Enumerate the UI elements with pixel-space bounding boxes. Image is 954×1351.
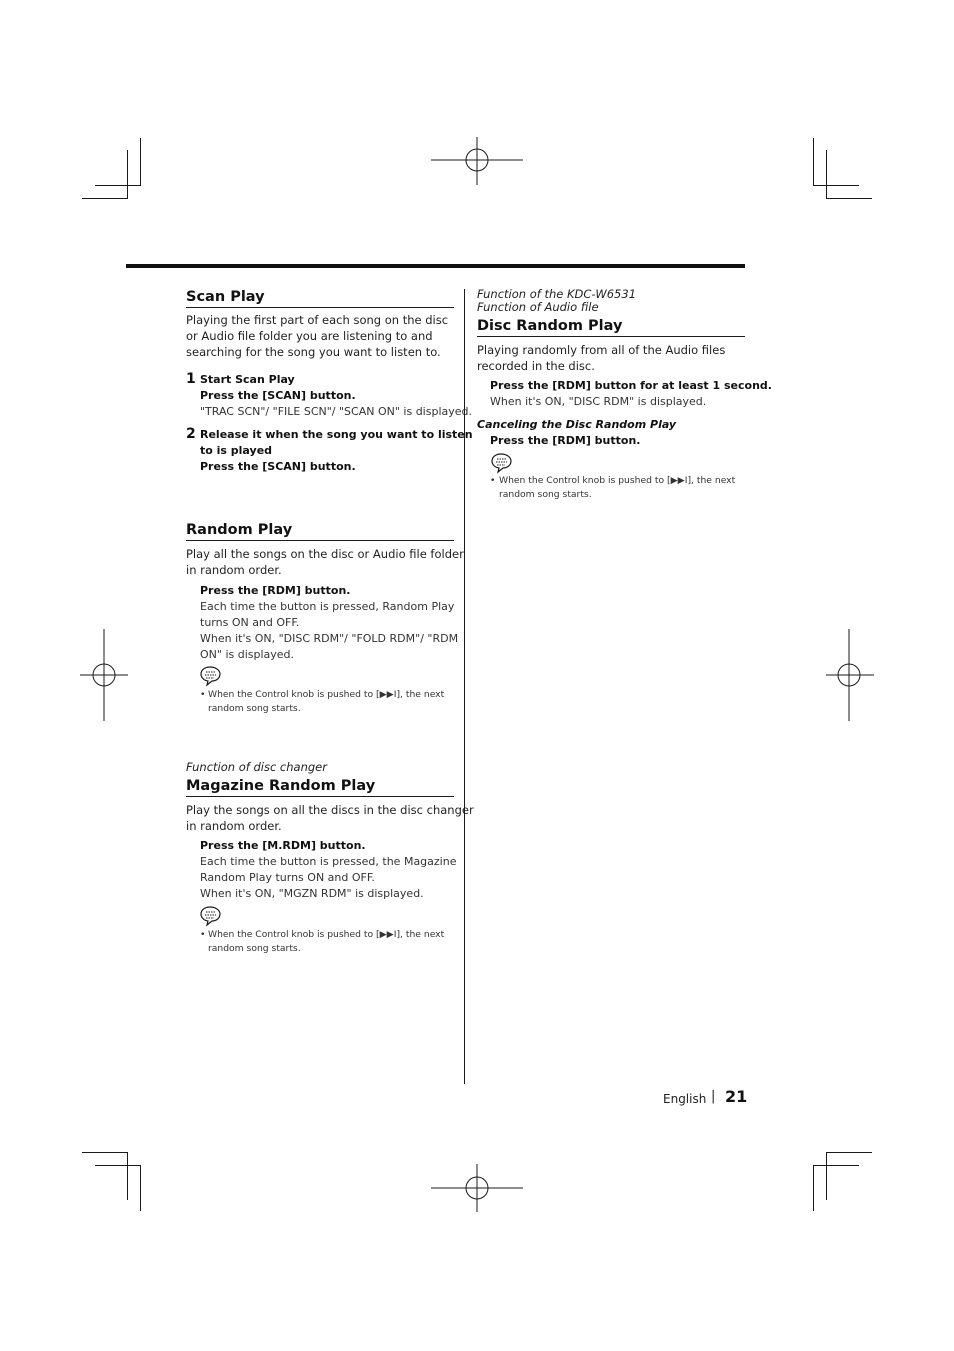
disc-random-description: Playing randomly from all of the Audio files recorded in the disc. [477,343,726,373]
crop-mark [813,138,814,186]
step-title: Start Scan Play [200,373,295,386]
crop-mark [82,198,128,199]
step-action: Press the [RDM] button for at least 1 second. [490,379,772,392]
section-rule [186,796,454,797]
crop-mark [826,1152,872,1153]
crop-mark [127,150,128,199]
registration-mark-left [80,629,128,721]
function-label: Function of Audio file [477,300,599,314]
step-action: Press the [M.RDM] button. [200,839,366,852]
magazine-random-instruction: Press the [M.RDM] button. Each time the button is pressed, the Magazine Random Play turns ON and OFF. When it's ON, "MGZN RDM" is displayed. [200,839,457,900]
cancel-action: Press the [RDM] button. [490,434,641,447]
crop-mark [140,138,141,186]
section-title-disc-random-play: Disc Random Play [477,318,623,334]
note-icon [199,905,225,927]
crop-mark [127,1152,128,1200]
note-icon [199,665,225,687]
random-play-description: Play all the songs on the disc or Audio file folder in random order. [186,547,464,577]
note-bullet: • [200,689,206,700]
footer-separator: | [711,1089,716,1104]
step-action: Press the [RDM] button. [200,584,351,597]
footer-language: English [663,1092,707,1106]
crop-mark [813,185,859,186]
function-label: Function of the KDC-W6531 [477,287,637,301]
section-rule [186,540,454,541]
step-action: Press the [SCAN] button. [200,389,356,402]
crop-mark [140,1165,141,1211]
crop-mark [813,1165,814,1211]
crop-mark [95,185,141,186]
function-label: Function of disc changer [186,760,327,774]
crop-mark [826,198,872,199]
crop-mark [95,1165,141,1166]
step-detail: "TRAC SCN"/ "FILE SCN"/ "SCAN ON" is displayed. [200,405,473,418]
page-number: 21 [725,1087,748,1106]
registration-mark-bottom [431,1164,523,1212]
disc-random-note: When the Control knob is pushed to [▶▶I], the next random song starts. [499,475,736,500]
section-rule [477,336,745,337]
note-bullet: • [490,475,496,486]
note-icon [490,452,516,474]
random-play-instruction: Press the [RDM] button. Each time the button is pressed, Random Play turns ON and OFF. When it's ON, "DISC RDM"/ "FOLD RDM"/ "RDM ON" is displayed. [200,584,459,661]
scan-step-2: Release it when the song you want to listen to is played Press the [SCAN] button. [200,428,473,473]
section-title-random-play: Random Play [186,522,293,538]
note-bullet: • [200,929,206,940]
crop-mark [813,1165,859,1166]
crop-mark [82,1152,128,1153]
cancel-subheading: Canceling the Disc Random Play [477,418,677,431]
section-title-magazine-random-play: Magazine Random Play [186,778,376,794]
crop-mark [826,1152,827,1200]
scan-step-1 [200,372,472,420]
header-bar [126,264,745,268]
step-action: Press the [SCAN] button. [200,460,356,473]
crop-mark [826,150,827,199]
section-rule [186,307,454,308]
magazine-random-note: When the Control knob is pushed to [▶▶I], the next random song starts. [208,929,445,954]
random-play-note: When the Control knob is pushed to [▶▶I], the next random song starts. [208,689,445,714]
disc-random-instruction: Press the [RDM] button for at least 1 second. When it's ON, "DISC RDM" is displayed. [490,379,772,408]
scan-play-description: Playing the first part of each song on the disc or Audio file folder you are listening to and searching for the song you want to listen to. [186,313,449,359]
registration-mark-top [431,137,523,185]
registration-mark-right [826,629,874,721]
step-number-2: 2 [186,426,196,442]
magazine-random-description: Play the songs on all the discs in the disc changer in random order. [186,803,474,833]
step-number-1: 1 [186,371,196,387]
section-title-scan-play: Scan Play [186,289,265,305]
